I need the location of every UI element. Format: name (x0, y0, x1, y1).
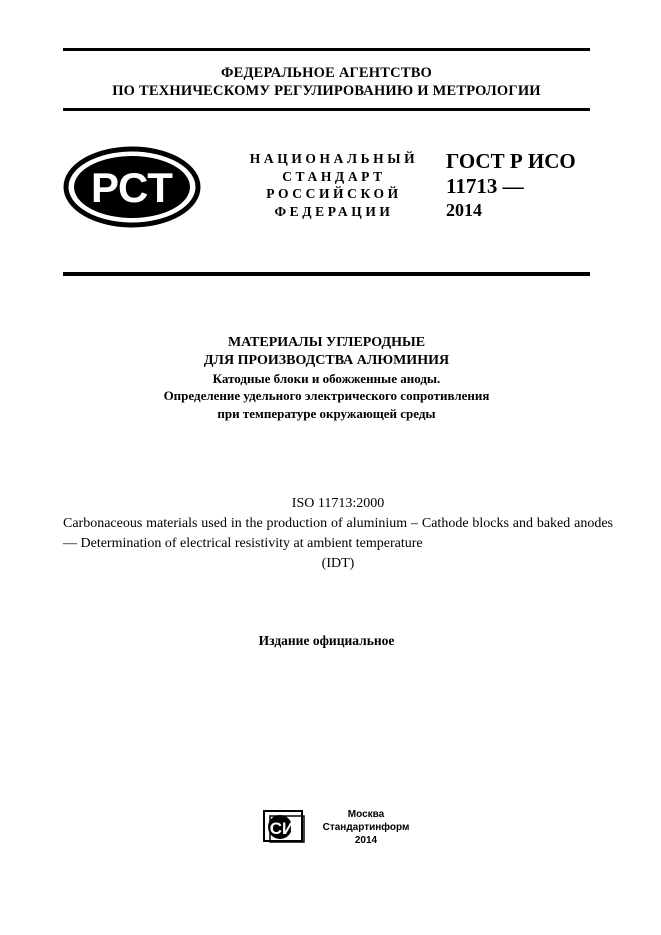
agency-rule (63, 108, 590, 111)
title-line-4: Определение удельного электрического сопротивления (163, 388, 490, 404)
title-line-2: ДЛЯ ПРОИЗВОДСТВА АЛЮМИНИЯ (203, 352, 450, 368)
national-line-2: СТАНДАРТ (282, 168, 386, 184)
national-line-1: НАЦИОНАЛЬНЫЙ (249, 151, 419, 166)
edition-label: Издание официальное (258, 633, 395, 648)
agency-name (63, 64, 590, 100)
national-line-3: РОССИЙСКОЙ (266, 186, 402, 201)
header-bottom-rule (63, 272, 590, 276)
iso-reference-block (63, 494, 613, 574)
publisher-info (316, 808, 416, 847)
designation-line-2: 11713 — (446, 173, 524, 198)
iso-degree: (IDT) (321, 556, 355, 571)
publisher-logo-letters: СИ (269, 819, 295, 838)
document-title (63, 334, 590, 423)
designation-line-1: ГОСТ Р ИСО (446, 149, 576, 173)
agency-line-2: ПО ТЕХНИЧЕСКОМУ РЕГУЛИРОВАНИЮ И МЕТРОЛОГИИ (112, 83, 541, 99)
title-line-3: Катодные блоки и обожженные аноды. (212, 370, 441, 386)
national-standard-label (236, 150, 432, 220)
publisher-logo (262, 808, 308, 849)
publisher-name: Стандартинформ (322, 822, 410, 833)
designation-year: 2014 (446, 200, 482, 220)
logo-letters: РСТ (91, 164, 173, 211)
standard-designation (446, 149, 576, 223)
title-line-5: при температуре окружающей среды (217, 406, 436, 422)
title-line-1: МАТЕРИАЛЫ УГЛЕРОДНЫЕ (227, 335, 426, 350)
publisher-city: Москва (347, 809, 385, 820)
iso-english-title: Carbonaceous materials used in the production of aluminium – Cathode blocks and baked anodes — Determination of electrical resistivity at ambient temperature (63, 516, 613, 551)
agency-line-1: ФЕДЕРАЛЬНОЕ АГЕНТСТВО (220, 65, 433, 81)
top-rule (63, 48, 590, 51)
iso-reference: ISO 11713:2000 (291, 496, 385, 511)
publisher-year: 2014 (354, 835, 378, 846)
national-line-4: ФЕДЕРАЦИИ (274, 203, 394, 219)
gost-r-logo (63, 146, 201, 233)
